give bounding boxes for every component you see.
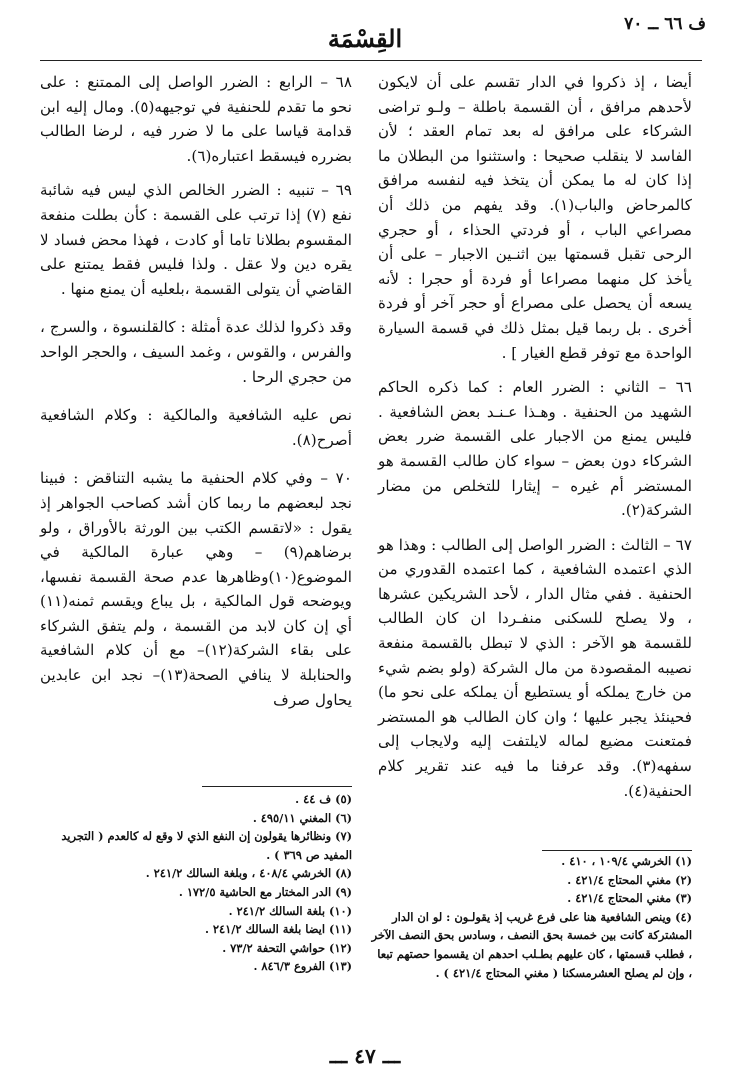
footnote: (٤) وينص الشافعية هنا على فرع غريب إذ يقولـون : لو ان الدار المشتركة كانت بين خمسة بحق النصف ، وسادس بحق النصف الآخر ، فطلب قسمتها ، كان عليهم بطـلب احدهم ان يقسموا حصتهم تبعا ، وإن لم يصلح العشرمسكنا ( مغني المحتاج ٤٢١/٤ ) .: [371, 909, 692, 980]
paragraph: نص عليه الشافعية والمالكية : وكلام الشافعية أصرح(٨).: [40, 406, 352, 449]
footnotes-right: [370, 852, 692, 982]
footnote: (١٢) حواشي التحفة ٧٣/٢ .: [222, 940, 352, 955]
footnote-rule: [542, 850, 692, 851]
footnote: (١٠) بلغة السالك ٢٤١/٢ .: [228, 903, 352, 918]
paragraph: ٦٦ – الثاني : الضرر العام : كما ذكره الحاكم الشهيد من الحنفية . وهـذا عـنـد بعض الشافعية . فليس يمنع من الاجبار على القسمة ضرر بعض الشركاء دون بعض – سواء كان طالب القسمة هو المستضر أم غيره – إيثارا للتخلص من مضار الشركة(٢).: [378, 378, 692, 520]
footnote: (٧) ونظائرها يقولون إن النفع الذي لا وقع له كالعدم ( التجريد المفيد ص ٣٦٩ ) .: [61, 829, 352, 862]
footnotes-left: [40, 790, 352, 976]
footnote-rule: [202, 786, 352, 787]
footnote: (٨) الخرشي ٤٠٨/٤ ، وبلغة السالك ٢٤١/٢ .: [145, 866, 352, 881]
footnote: (٦) المغني ٤٩٥/١١ .: [252, 810, 352, 825]
page-reference: ف ٦٦ ــ ٧٠: [624, 14, 706, 34]
paragraph: ٦٧ – الثالث : الضرر الواصل إلى الطالب : وهذا هو الذي اعتمده الشافعية ، كما اعتمده القدوري من الحنفية . ففي مثال الدار ، لأحد الشريكين عشرها ، ولا يصلح للسكنى منفـردا ان كان الطالب للقسمة هو الآخر : الذي لا تبطل بالقسمة منفعة نصيبه المقصودة من مال الشركة (ولو بضم شيء من خارج يملكه أو يستطيع أن يملكه على نحو ما) فحينئذ يجبر عليها ؛ وان كان الطالب هو المستضر فمتعنت مضيع لماله لايلتفت إليه ولايجاب إلى سفهه(٣). وقد عرفنا ما فيه عند تقرير كلام الحنفية(٤).: [378, 535, 692, 800]
paragraph: ٦٩ – تنبيه : الضرر الخالص الذي ليس فيه شائبة نفع (٧) إذا ترتب على القسمة : كأن بطلت منفعة المقسوم بطلانا تاما أو كادت ، فهذا محض فساد لا يقره دين ولا عقل . ولذا فليس فقط يمتنع على القاضي أن يتولى القسمة ،بلعليه أن يمنع منها .: [40, 181, 352, 298]
paragraph: أيضا ، إذ ذكروا في الدار تقسم على أن لايكون لأحدهم مرافق ، أن القسمة باطلة – ولـو تراضى الشركاء على مرافق له بعد تمام العقد ؛ لأن الفاسد لا ينقلب صحيحا : واستثنوا من البطلان ما إذا كان له ما يمكن أن يتخذ فيه لنفسه مرافق كالمرحاض والباب(١). وقد يفهم من ذلك أن مصراعي الباب ، أو فردتي الحذاء ، أو حجري الرحى تقبل قسمتها بين اثنـين الاجبار – على أن يأخذ كل منهما مصراعا أو فردة أو حجرا : لأنه يسعه أن يحصل على مصراع أو حجر آخر أو فردة أخرى . بل ربما قيل بمثل ذلك في قسمة السيارة الواحدة مع توفر قطع الغيار ] .: [378, 73, 692, 362]
footnote: (١) الخرشي ١٠٩/٤ ، ٤١٠ .: [561, 854, 692, 868]
footnote: (٩) الدر المختار مع الحاشية ١٧٢/٥ .: [178, 884, 352, 899]
right-text-column: [378, 70, 692, 813]
page-number: ـــ ٤٧ ـــ: [329, 1044, 401, 1068]
paragraph: ٦٨ – الرابع : الضرر الواصل إلى الممتنع : على نحو ما تقدم للحنفية في توجيهه(٥). ومال إليه ابن قدامة قياسا على ما لا ضرر فيه ، لرضا الطالب بضرره فيسقط اعتباره(٦).: [40, 73, 352, 165]
paragraph: وقد ذكروا لذلك عدة أمثلة : كالقلنسوة ، والسرج ، والفرس ، والقوس ، وغمد السيف ، والحجر الواحد من حجري الرحا .: [40, 318, 352, 386]
footnote: (١١) ايضا بلغة السالك ٢٤١/٢ .: [204, 922, 352, 937]
footnote: (٣) مغني المحتاج ٤٢١/٤ .: [567, 891, 692, 906]
header-rule: [40, 60, 702, 61]
footnote: (٢) مغني المحتاج ٤٢١/٤ .: [567, 872, 692, 887]
running-title: القِسْمَة: [327, 24, 403, 53]
paragraph: ٧٠ – وفي كلام الحنفية ما يشبه التناقض : فبينا نجد لبعضهم ما ربما كان أشد كصاحب الجواهر إذ يقول : «لاتقسم الكتب بين الورثة بالأوراق ، ولو برضاهم(٩) – وهي عبارة المالكية في الموضوع(١٠)وظاهرها عدم صحة القسمة نفسها، ويوضحه قول المالكية ، بل يباع ويقسم ثمنه(١١) أي إن كان لابد من القسمة ، ولم يتفق الشركاء على بقاء الشركة(١٢)– مع أن كلام الشافعية والحنابلة لا ينافي الصحة(١٣)– نجد ابن عابدين يحاول صرف: [40, 469, 353, 709]
footnote: (٥) ف ٤٤ .: [295, 792, 352, 806]
left-text-column: [40, 70, 352, 722]
footnote: (١٣) الفروع ٨٤٦/٣ .: [253, 959, 352, 974]
